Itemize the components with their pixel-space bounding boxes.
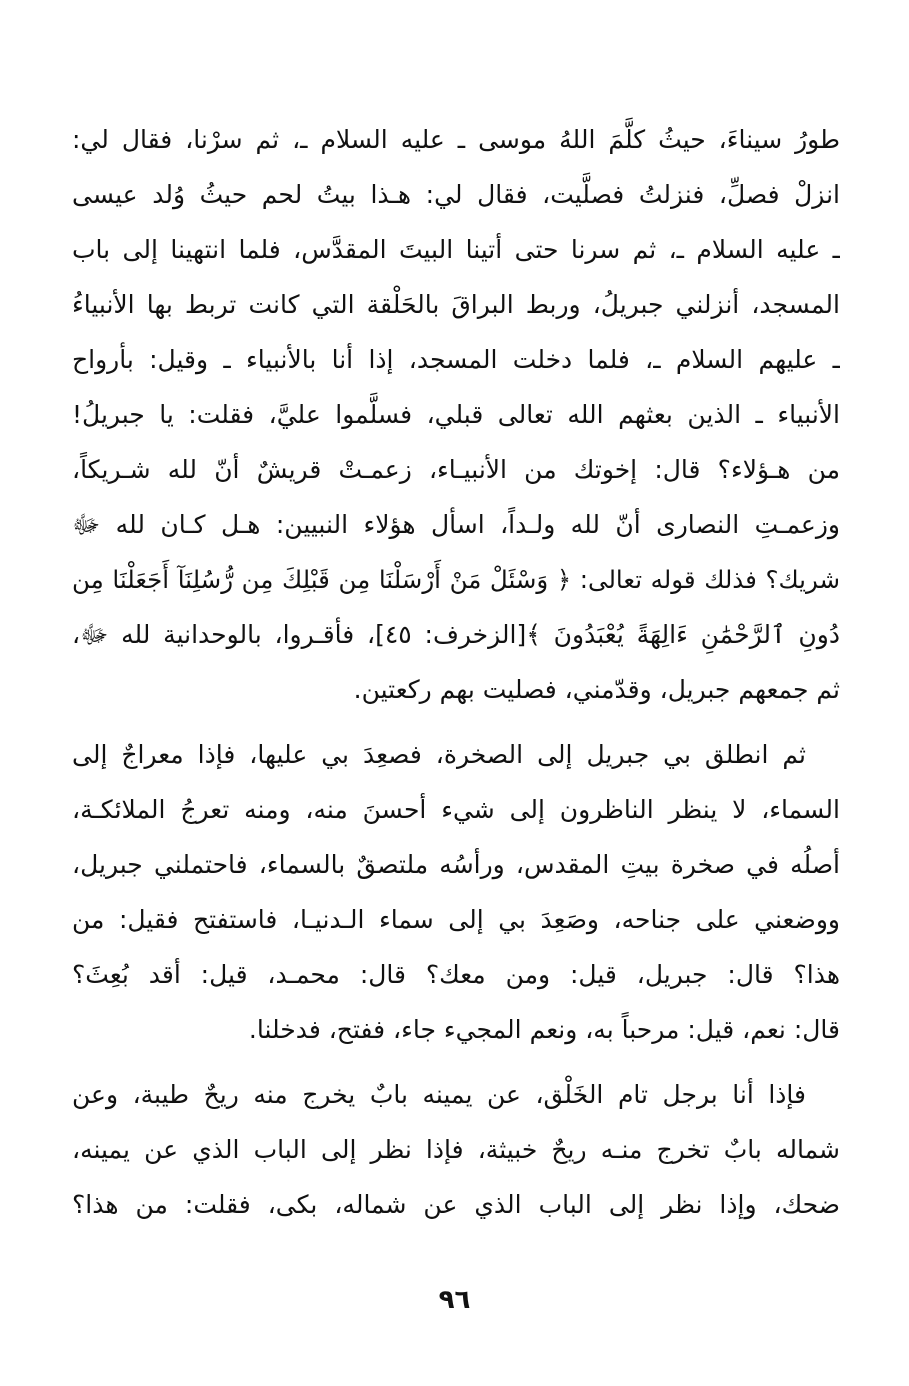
text-line: المسجد، أنزلني جبريلُ، وربط البراقَ بالحَلْقة التي كانت تربط بها الأنبياءُ [72, 290, 840, 319]
text-line: الأنبياء ـ الذين بعثهم الله تعالى قبلي، فسلَّموا عليَّ، فقلت: يا جبريلُ! [72, 400, 840, 429]
text-line-quran-verse: شريك؟ فذلك قوله تعالى: ﴿ وَسْئَلْ مَنْ أَرْسَلْنَا مِن قَبْلِكَ مِن رُّسُلِنَآ أَجَعَلْنَا مِن [72, 565, 840, 594]
text-line: أصلُه في صخرة بيتِ المقدس، ورأسُه ملتصقٌ بالسماء، فاحتملني جبريل، [72, 850, 840, 879]
text-line: فإذا أنا برجل تام الخَلْق، عن يمينه بابٌ يخرج منه ريحٌ طيبة، وعن [72, 1080, 806, 1109]
text-line: ثم جمعهم جبريل، وقدّمني، فصليت بهم ركعتين. [353, 675, 840, 704]
text-line: ضحك، وإذا نظر إلى الباب الذي عن شماله، بكى، فقلت: من هذا؟ [72, 1190, 840, 1219]
text-line: شماله بابٌ تخرج منـه ريحٌ خبيثة، فإذا نظر إلى الباب الذي عن يمينه، [72, 1135, 840, 1164]
page-body [72, 112, 840, 1242]
text-line: قال: نعم، قيل: مرحباً به، ونعم المجيء جاء، ففتح، فدخلنا. [248, 1015, 840, 1044]
page-number: ٩٦ [438, 1285, 471, 1315]
text-line: من هـؤلاء؟ قال: إخوتك من الأنبيـاء، زعمـتْ قريشٌ أنّ لله شـريكاً، [72, 455, 840, 484]
text-line: ـ عليهم السلام ـ، فلما دخلت المسجد، إذا أنا بالأنبياء ـ وقيل: بأرواح [72, 345, 840, 374]
text-line: انزلْ فصلِّ، فنزلتُ فصلَّيت، فقال لي: هـذا بيتُ لحم حيثُ وُلد عيسى [72, 180, 840, 209]
text-line: ـ عليه السلام ـ، ثم سرنا حتى أتينا البيتَ المقدَّس، فلما انتهينا إلى باب [72, 235, 840, 264]
paragraph-1 [72, 112, 840, 717]
paragraph-3 [72, 1067, 840, 1232]
text-line: ووضعني على جناحه، وصَعِدَ بي إلى سماء الـدنيـا، فاستفتح فقيل: من [72, 905, 840, 934]
text-line: طورُ سيناءَ، حيثُ كلَّمَ اللهُ موسى ـ عليه السلام ـ، ثم سرْنا، فقال لي: [72, 125, 840, 154]
text-line: السماء، لا ينظر الناظرون إلى شيء أحسنَ منه، ومنه تعرجُ الملائكـة، [72, 795, 840, 824]
text-line-quran-verse: دُونِ ٱلرَّحْمَٰنِ ءَالِهَةً يُعْبَدُونَ ﴾[الزخرف: ٤٥]، فأقـروا، بالوحدانية لله ﷻ، [72, 620, 840, 649]
text-line: ثم انطلق بي جبريل إلى الصخرة، فصعِدَ بي عليها، فإذا معراجٌ إلى [72, 740, 806, 769]
text-line: هذا؟ قال: جبريل، قيل: ومن معك؟ قال: محمـد، قيل: أقد بُعِثَ؟ [72, 960, 840, 989]
text-line: وزعمـتِ النصارى أنّ لله ولـداً، اسأل هؤلاء النبيين: هـل كـان لله ﷻ [72, 510, 840, 539]
paragraph-2 [72, 727, 840, 1057]
